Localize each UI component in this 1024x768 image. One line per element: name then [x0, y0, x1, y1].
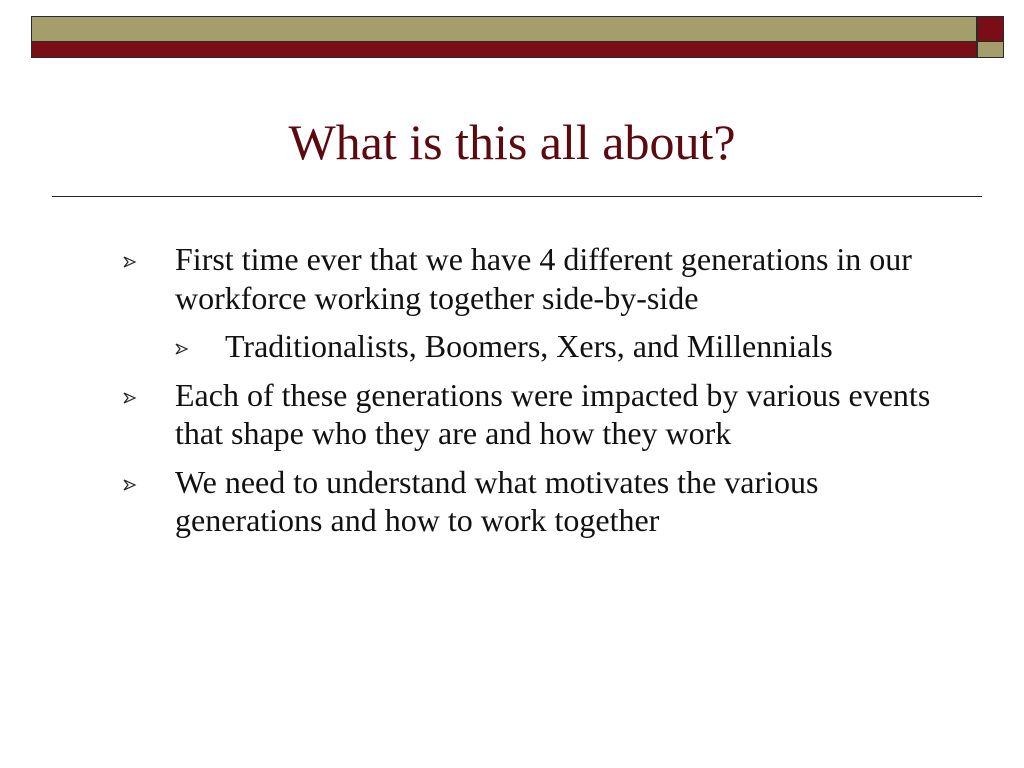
bullet-text: First time ever that we have 4 different generations in our workforce working together side-by-side: [175, 241, 912, 316]
chevron-right-icon: [175, 343, 189, 355]
chevron-right-icon: [123, 256, 137, 268]
header-square-maroon: [977, 16, 1004, 42]
header-square-olive: [977, 41, 1004, 58]
chevron-right-icon: [123, 392, 137, 404]
header-bar-olive: [31, 16, 977, 42]
chevron-right-icon: [123, 479, 137, 491]
sub-bullet-text: Traditionalists, Boomers, Xers, and Millennials: [225, 328, 833, 364]
bullet-item: [120, 240, 960, 366]
sub-bullet-item: [175, 327, 960, 366]
header-bar-maroon: [31, 41, 977, 58]
title-divider: [52, 196, 982, 197]
bullet-list: [120, 240, 960, 550]
bullet-text: Each of these generations were impacted by various events that shape who they are and how they work: [175, 376, 931, 451]
bullet-item: [120, 376, 960, 453]
bullet-item: [120, 463, 960, 540]
bullet-text: We need to understand what motivates the various generations and how to work together: [175, 463, 819, 538]
slide-title: What is this all about?: [288, 114, 736, 170]
